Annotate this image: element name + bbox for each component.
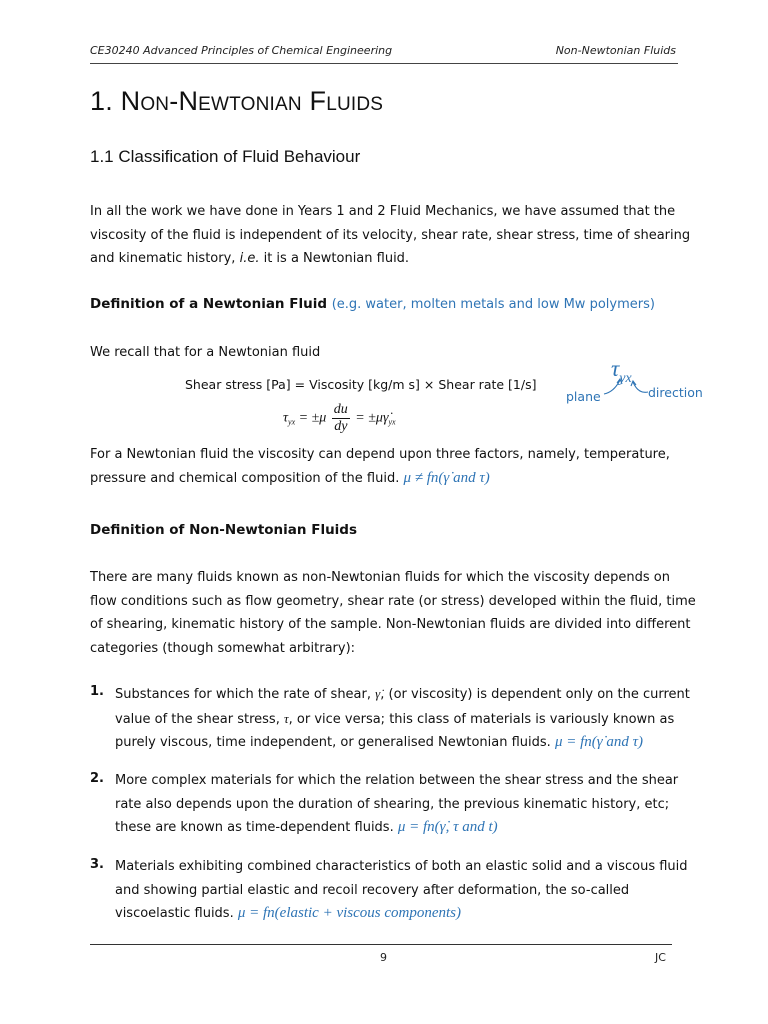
- direction-label: direction: [648, 385, 703, 400]
- nn-line: of shearing, kinematic history of the sample. Non-Newtonian fluids are divided into different: [90, 617, 691, 632]
- tau-arrows: [600, 372, 652, 398]
- eq-fraction: [332, 402, 350, 435]
- list-line: [115, 682, 690, 707]
- list-text: these are known as time-dependent fluids.: [115, 820, 394, 835]
- list-text: value of the shear stress,: [115, 711, 284, 727]
- list-line: and showing partial elastic and recoil recovery after deformation, the so-called: [115, 882, 630, 898]
- list-line: rate also depends upon the duration of shearing, the previous kinematic history, etc;: [115, 796, 670, 812]
- list-item: [115, 855, 688, 926]
- title-part: N: [178, 86, 199, 116]
- list-text: viscoelastic fluids.: [115, 906, 234, 921]
- non-newtonian-heading: Definition of Non-Newtonian Fluids: [90, 522, 358, 538]
- intro-text: and kinematic history,: [90, 251, 240, 266]
- newtonian-heading: [90, 296, 655, 312]
- page-number: 9: [380, 951, 387, 964]
- intro-line: In all the work we have done in Years 1 and 2 Fluid Mechanics, we have assumed that the: [90, 204, 676, 219]
- eq-numerator: du: [333, 402, 348, 417]
- footer-rule: [90, 944, 672, 945]
- list-text: purely viscous, time independent, or generalised Newtonian fluids.: [115, 735, 551, 750]
- recall-text: [90, 341, 680, 365]
- list-item: [115, 769, 685, 840]
- eq-lhs: τ: [283, 410, 289, 426]
- list-math: μ = fn(γ̇, τ and t): [397, 819, 498, 835]
- title-number: 1.: [90, 86, 113, 116]
- list-math: μ = fn(elastic + viscous components): [237, 905, 462, 921]
- list-item: [115, 682, 690, 755]
- list-line: [115, 707, 685, 732]
- recall-line: We recall that for a Newtonian fluid: [90, 345, 321, 360]
- eq-denominator: dy: [334, 419, 348, 434]
- nn-line: categories (though somewhat arbitrary):: [90, 640, 356, 656]
- list-line: Materials exhibiting combined characteristics of both an elastic solid and a viscous fluid: [115, 859, 688, 874]
- title-part: F: [309, 86, 327, 116]
- factors-math: μ ≠ fn(γ̇ and τ): [403, 469, 490, 486]
- list-number: 1.: [90, 684, 104, 699]
- page-title: [90, 86, 383, 117]
- title-part: LUIDS: [326, 94, 384, 115]
- eq-part2-sub: yx: [388, 417, 396, 427]
- newtonian-heading-text: Definition of a Newtonian Fluid: [90, 296, 327, 312]
- list-line: [115, 731, 685, 755]
- nn-line: There are many fluids known as non-Newtonian fluids for which the viscosity depends on: [90, 570, 670, 585]
- list-number: 3.: [90, 857, 104, 872]
- intro-paragraph: [90, 200, 691, 271]
- list-line: More complex materials for which the relation between the shear stress and the shear: [115, 773, 679, 788]
- footer-initials: JC: [655, 951, 666, 964]
- list-line: [115, 902, 685, 926]
- tau-inline-symbol: τ: [283, 710, 289, 726]
- newtonian-equation: [283, 402, 396, 435]
- gamma-dot-symbol: γ̇: [375, 686, 381, 701]
- eq-part2: = ±μγ̇: [355, 410, 389, 426]
- header-course: CE30240 Advanced Principles of Chemical Engineering: [90, 44, 393, 57]
- header-rule: [90, 63, 678, 64]
- title-part: N: [120, 86, 141, 116]
- list-math: μ = fn(γ̇ and τ): [554, 734, 644, 750]
- list-number: 2.: [90, 771, 104, 786]
- title-part: -: [169, 86, 179, 116]
- title-part: ON: [140, 94, 170, 115]
- tau-subscript: yx: [619, 371, 632, 386]
- eq-part1: = ±μ: [298, 410, 327, 426]
- factors-paragraph: [90, 443, 680, 490]
- shear-stress-equation: Shear stress [Pa] = Viscosity [kg/m s] × Shear rate [1/s]: [185, 377, 537, 392]
- tau-symbol: τ: [611, 356, 620, 381]
- factors-line: [90, 467, 680, 491]
- section-subtitle: 1.1 Classification of Fluid Behaviour: [90, 147, 361, 166]
- list-text: Substances for which the rate of shear,: [115, 687, 376, 702]
- title-part: EWTONIAN: [198, 94, 302, 115]
- intro-ie: i.e.: [239, 251, 260, 266]
- factors-line: For a Newtonian fluid the viscosity can depend upon three factors, namely, temperature,: [90, 447, 670, 462]
- intro-text: it is a Newtonian fluid.: [259, 251, 410, 266]
- non-newtonian-paragraph: [90, 566, 696, 660]
- nn-line: flow conditions such as flow geometry, shear rate (or stress) developed within the fluid, time: [90, 593, 696, 609]
- newtonian-examples: (e.g. water, molten metals and low Mw polymers): [331, 297, 655, 312]
- intro-line: [90, 247, 680, 271]
- factors-text: pressure and chemical composition of the fluid.: [90, 470, 400, 486]
- plane-label: plane: [566, 389, 601, 404]
- list-text: , or vice versa; this class of materials is variously known as: [288, 711, 675, 727]
- eq-lhs-sub: yx: [288, 417, 296, 427]
- intro-line: viscosity of the fluid is independent of its velocity, shear rate, shear stress, time of shearing: [90, 227, 691, 243]
- list-line: [115, 816, 685, 840]
- header-topic: Non-Newtonian Fluids: [555, 44, 676, 57]
- list-text: , (or viscosity) is dependent only on the current: [380, 687, 690, 702]
